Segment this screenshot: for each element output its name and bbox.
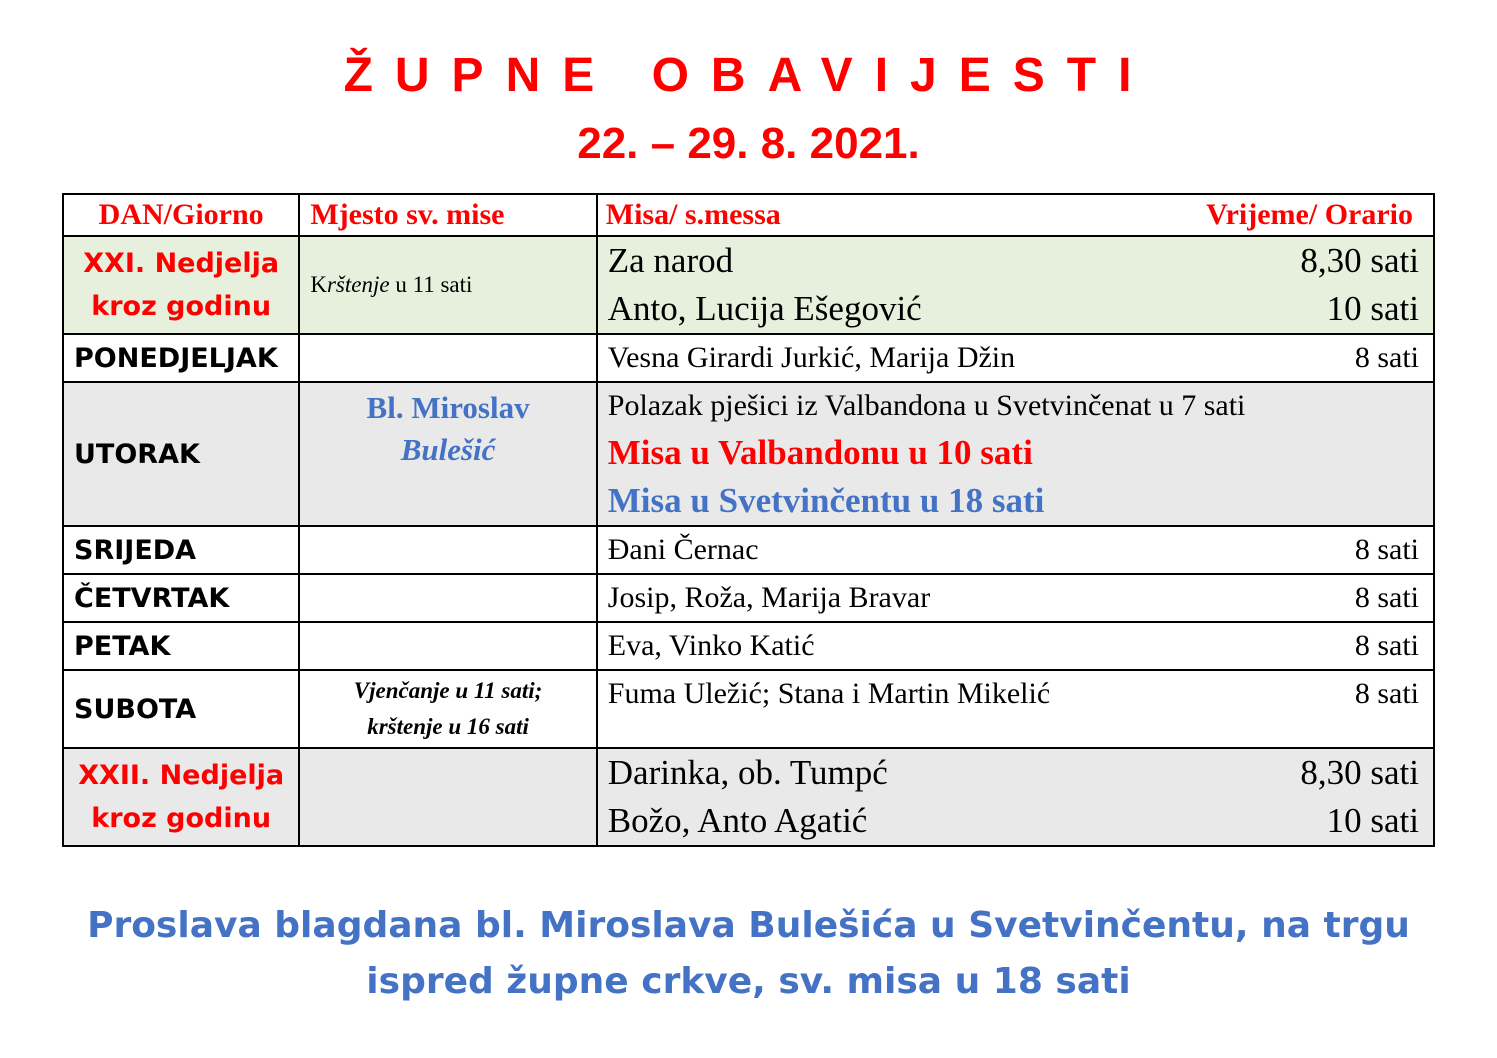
mass-time: 8 sati [1354, 533, 1419, 566]
place-line1: Bl. Miroslav [366, 390, 530, 425]
place-cell [299, 334, 596, 382]
place-cell [299, 622, 596, 670]
mass-schedule-table [62, 193, 1435, 847]
mass-line [608, 527, 1419, 573]
mass-time: 8,30 sati [1300, 241, 1419, 280]
day-cell [63, 748, 299, 846]
mass-intention: Fuma Uležić; Stana i Martin Mikelić [607, 677, 1051, 710]
column-header-place: Mjesto sv. mise [299, 194, 596, 236]
day-label-line1: XXII. Nedjelja [78, 760, 285, 791]
mass-line-highlight-red: Misa u Valbandonu u 10 sati [607, 433, 1033, 472]
day-label-line1: XXI. Nedjelja [83, 248, 280, 279]
mass-cell [597, 382, 1434, 526]
place-line2: krštenje u 16 sati [367, 714, 529, 739]
mass-intention: Darinka, ob. Tumpć [607, 753, 888, 792]
mass-line [608, 237, 1419, 285]
table-row [63, 526, 1434, 574]
place-cell [299, 382, 596, 526]
place-prefix: K [310, 272, 327, 297]
mass-line [608, 575, 1419, 621]
table-row [63, 382, 1434, 526]
mass-time: 8 sati [1354, 581, 1419, 614]
table-row [63, 236, 1434, 334]
mass-line-highlight-blue: Misa u Svetvinčentu u 18 sati [607, 481, 1045, 520]
place-line1: Vjenčanje u 11 sati; [353, 678, 543, 703]
day-cell: SUBOTA [63, 670, 299, 748]
place-cell [299, 748, 596, 846]
mass-intention: Božo, Anto Agatić [607, 801, 868, 840]
column-header-time-label: Vrijeme/ Orario [1206, 198, 1413, 231]
place-line2: Bulešić [400, 432, 496, 467]
mass-intention: Eva, Vinko Katić [607, 629, 815, 662]
place-cell [299, 670, 596, 748]
mass-cell [597, 236, 1434, 334]
day-cell: ČETVRTAK [63, 574, 299, 622]
mass-cell [597, 622, 1434, 670]
mass-line [608, 797, 1419, 845]
mass-intention: Anto, Lucija Ešegović [607, 289, 922, 328]
page-title: ŽUPNE OBAVIJESTI [343, 49, 1154, 102]
column-header-day: DAN/Giorno [63, 194, 299, 236]
day-label-line2: kroz godinu [91, 291, 272, 322]
table-row [63, 670, 1434, 748]
place-cell [299, 236, 596, 334]
day-cell: PONEDJELJAK [63, 334, 299, 382]
mass-cell [597, 334, 1434, 382]
mass-time: 10 sati [1326, 801, 1419, 840]
mass-intention: Za narod [607, 241, 734, 280]
table-row [63, 334, 1434, 382]
mass-intention: Josip, Roža, Marija Bravar [607, 581, 931, 614]
day-label-line2: kroz godinu [91, 803, 272, 834]
mass-line [608, 671, 1419, 717]
mass-time: 8 sati [1354, 629, 1419, 662]
mass-line: Polazak pješici iz Valbandona u Svetvinčenat u 7 sati [607, 389, 1246, 422]
mass-cell [597, 574, 1434, 622]
mass-line [608, 335, 1419, 381]
mass-line [608, 623, 1419, 669]
day-cell [63, 236, 299, 334]
mass-time: 8 sati [1354, 677, 1419, 710]
place-suffix: u 11 sati [389, 272, 473, 297]
day-cell: PETAK [63, 622, 299, 670]
column-header-mass [597, 194, 1434, 236]
place-cell [299, 526, 596, 574]
date-range: 22. – 29. 8. 2021. [577, 119, 920, 168]
mass-intention: Vesna Girardi Jurkić, Marija Džin [607, 341, 1016, 374]
mass-intention: Đani Černac [607, 533, 759, 566]
mass-time: 10 sati [1326, 289, 1419, 328]
mass-line [608, 285, 1419, 333]
mass-time: 8 sati [1354, 341, 1419, 374]
day-cell: SRIJEDA [63, 526, 299, 574]
footer-line2: ispred župne crkve, sv. misa u 18 sati [366, 961, 1131, 1002]
footer-announcement [0, 898, 1497, 1010]
table-row [63, 574, 1434, 622]
mass-time: 8,30 sati [1300, 753, 1419, 792]
place-italic: rštenje [326, 272, 390, 297]
column-header-mass-label: Misa/ s.messa [605, 198, 781, 231]
footer-line1: Proslava blagdana bl. Miroslava Bulešića u Svetvinčentu, na trgu [87, 905, 1410, 946]
mass-cell [597, 670, 1434, 748]
table-row [63, 622, 1434, 670]
mass-line [608, 749, 1419, 797]
table-header-row [63, 194, 1434, 236]
table-row [63, 748, 1434, 846]
mass-cell [597, 526, 1434, 574]
day-cell: UTORAK [63, 382, 299, 526]
mass-cell [597, 748, 1434, 846]
place-cell [299, 574, 596, 622]
